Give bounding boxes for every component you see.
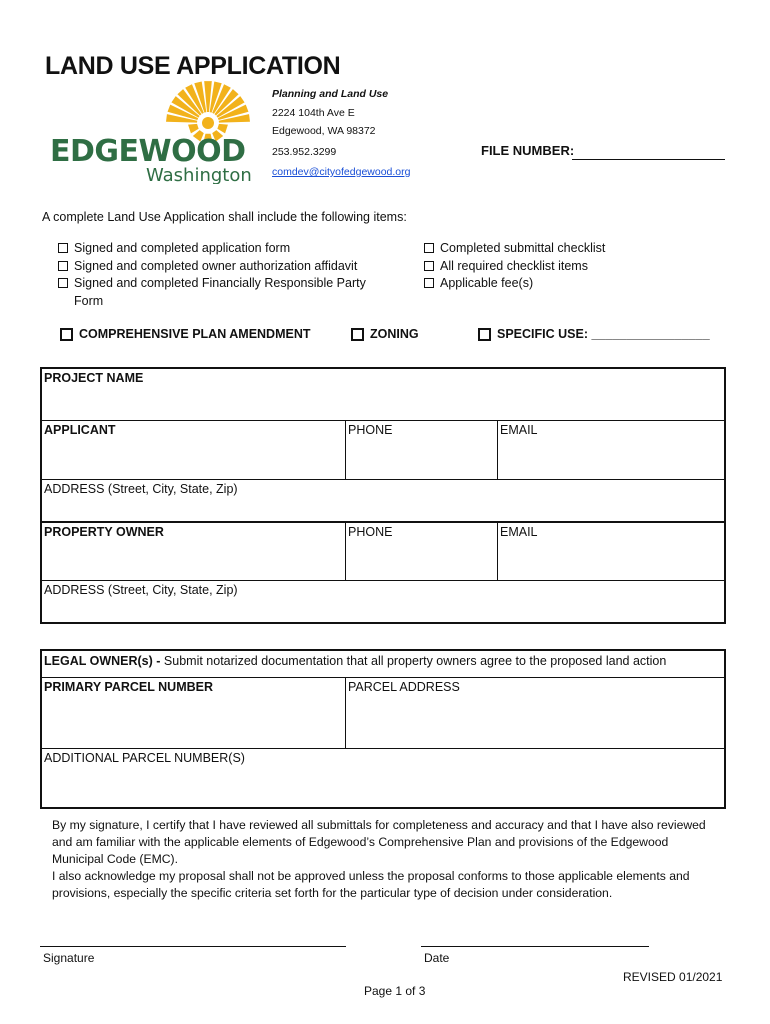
checklist-item[interactable]: All required checklist items <box>424 258 724 276</box>
page-title: LAND USE APPLICATION <box>45 52 341 80</box>
department-name: Planning and Land Use <box>272 88 389 100</box>
signature-field[interactable] <box>40 946 346 947</box>
sun-icon <box>48 80 260 184</box>
address-street: 2224 104th Ave E <box>272 107 355 119</box>
checkbox-icon <box>478 328 491 341</box>
checkbox-icon <box>58 243 68 253</box>
sun-ray <box>188 124 199 134</box>
option-comprehensive-plan[interactable]: COMPREHENSIVE PLAN AMENDMENT <box>60 327 311 341</box>
checklist-item[interactable]: Completed submittal checklist <box>424 240 724 258</box>
checkbox-icon <box>58 278 68 288</box>
signature-label: Signature <box>43 951 95 965</box>
applicant-phone-field[interactable]: PHONE <box>346 421 498 480</box>
intro-text: A complete Land Use Application shall include the following items: <box>42 210 407 224</box>
file-number-label: FILE NUMBER: <box>481 143 575 158</box>
parcel-form <box>40 649 726 809</box>
checkbox-icon <box>58 261 68 271</box>
checklist-left <box>58 240 378 310</box>
checkbox-icon <box>424 261 434 271</box>
option-zoning[interactable]: ZONING <box>351 327 419 341</box>
applicant-field[interactable]: APPLICANT <box>42 421 346 480</box>
date-label: Date <box>424 951 450 965</box>
checklist-right <box>424 240 724 293</box>
page-number: Page 1 of 3 <box>364 984 426 998</box>
checklist-item[interactable]: Signed and completed owner authorization affidavit <box>58 258 378 276</box>
applicant-address-field[interactable]: ADDRESS (Street, City, State, Zip) <box>42 480 724 523</box>
address-city: Edgewood, WA 98372 <box>272 125 376 137</box>
certification-text: By my signature, I certify that I have reviewed all submittals for completeness and accuracy and that I have also reviewed and am familiar with the applicable elements of Edgewood’s Comprehensive Plan and provisions of the Edgewood Municipal Code (EMC). I also acknowledge my proposal shall not be approved unless the proposal conforms to those applicable elements and provisions, especially the specific criteria set forth for the particular type of decision under consideration. <box>52 818 706 900</box>
checkbox-icon <box>424 243 434 253</box>
checkbox-icon <box>424 278 434 288</box>
svg-text:Washington: Washington <box>146 165 252 184</box>
primary-parcel-field[interactable]: PRIMARY PARCEL NUMBER <box>42 678 346 749</box>
checklist-item[interactable]: Applicable fee(s) <box>424 275 724 293</box>
revised-date: REVISED 01/2021 <box>623 970 723 984</box>
checklist-item[interactable]: Signed and completed Financially Responsible Party Form <box>58 275 378 310</box>
property-owner-field[interactable]: PROPERTY OWNER <box>42 523 346 581</box>
applicant-form <box>40 367 726 624</box>
edgewood-logo <box>48 80 260 184</box>
option-specific-use[interactable]: SPECIFIC USE: _________________ <box>478 327 710 341</box>
parcel-address-field[interactable]: PARCEL ADDRESS <box>346 678 724 749</box>
additional-parcel-field[interactable]: ADDITIONAL PARCEL NUMBER(S) <box>44 751 245 765</box>
project-name-field[interactable]: PROJECT NAME <box>42 369 724 421</box>
file-number-field[interactable] <box>572 159 725 160</box>
checklist-item[interactable]: Signed and completed application form <box>58 240 378 258</box>
sun-ray <box>217 124 228 134</box>
date-field[interactable] <box>421 946 649 947</box>
legal-owner-row: LEGAL OWNER(s) - Submit notarized documentation that all property owners agree to the proposed land action <box>42 651 724 678</box>
svg-text:EDGEWOOD: EDGEWOOD <box>50 134 246 169</box>
email-link[interactable]: comdev@cityofedgewood.org <box>272 166 411 178</box>
checkbox-icon <box>60 328 73 341</box>
checkbox-icon <box>351 328 364 341</box>
owner-address-field[interactable]: ADDRESS (Street, City, State, Zip) <box>44 583 238 597</box>
owner-phone-field[interactable]: PHONE <box>346 523 498 581</box>
applicant-email-field[interactable]: EMAIL <box>498 421 724 480</box>
owner-email-field[interactable]: EMAIL <box>498 523 724 581</box>
phone-number: 253.952.3299 <box>272 146 337 158</box>
